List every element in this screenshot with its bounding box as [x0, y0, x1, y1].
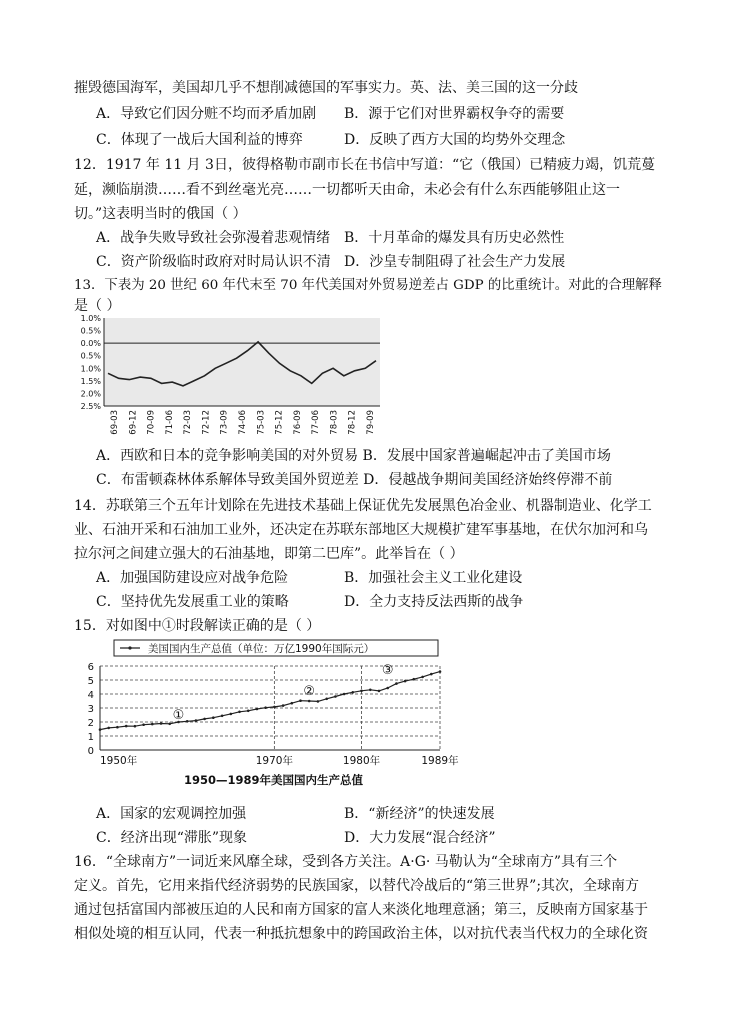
x-tick-label: 75-03 — [256, 410, 267, 435]
data-point — [238, 711, 241, 714]
y-tick-label: 1.5% — [80, 376, 101, 386]
q13-option-ab: A．西欧和日本的竞争影响美国的对外贸易 B．发展中国家普遍崛起冲击了美国市场 — [96, 448, 611, 464]
x-tick-label: 1989年 — [421, 755, 459, 767]
y-tick-label: 6 — [87, 662, 94, 673]
q11-option-a: A．导致它们因分赃不均而矛盾加剧 — [96, 106, 317, 122]
q12-option-b: B．十月革命的爆发具有历史必然性 — [344, 230, 565, 246]
data-point — [134, 725, 137, 728]
y-tick-label: 0 — [87, 746, 94, 757]
trade-deficit-chart — [74, 314, 384, 442]
x-tick-label: 69-03 — [110, 410, 120, 435]
q12-stem: 切。”这表明当时的俄国（ ） — [74, 206, 247, 222]
data-point — [160, 722, 163, 725]
q15-option-c: C．经济出现“滞胀”现象 — [96, 830, 248, 846]
data-point — [247, 710, 250, 713]
x-tick-label: 78-12 — [347, 410, 358, 435]
period-marker: ③ — [381, 663, 394, 679]
data-point — [352, 691, 355, 694]
y-tick-label: 1 — [87, 732, 94, 743]
legend-marker-icon — [128, 646, 131, 649]
q11-option-b: B．源于它们对世界霸权争夺的需要 — [344, 106, 565, 122]
q14-stem: 业、石油开采和石油加工业外，还决定在苏联东部地区大规模扩建军事基地，在伏尔加河和乌 — [74, 522, 648, 538]
q15-option-b: B．“新经济”的快速发展 — [344, 806, 495, 822]
data-point — [291, 702, 294, 705]
x-tick-label: 1970年 — [255, 755, 293, 767]
q12-option-c: C．资产阶级临时政府对时局认识不清 — [96, 254, 331, 270]
y-tick-label: 2 — [87, 718, 94, 729]
data-point — [282, 704, 285, 707]
x-tick-label: 70-09 — [146, 410, 157, 435]
data-point — [107, 727, 110, 730]
data-point — [195, 719, 198, 722]
y-tick-label: 1.0% — [80, 364, 101, 374]
q14-stem: 拉尔河之间建立强大的石油基地，即第二巴库”。此举旨在（ ） — [74, 546, 464, 562]
x-tick-label: 76-09 — [292, 410, 303, 435]
q12-option-d: D．沙皇专制阻碍了社会生产力发展 — [344, 254, 566, 270]
y-tick-label: 2.0% — [80, 389, 101, 399]
chart-caption: 1950—1989年美国国内生产总值 — [184, 773, 364, 787]
x-tick-label: 72-12 — [201, 410, 212, 435]
y-tick-label: 5 — [87, 676, 94, 687]
data-point — [325, 698, 328, 701]
period-marker: ① — [172, 708, 185, 723]
q14-option-c: C．坚持优先发展重工业的策略 — [96, 594, 289, 610]
data-point — [334, 695, 337, 698]
data-point — [404, 680, 407, 683]
data-point — [395, 682, 398, 685]
data-point — [413, 678, 416, 681]
data-point — [439, 670, 442, 673]
y-tick-label: 3 — [87, 704, 94, 715]
x-tick-label: 69-12 — [128, 410, 139, 435]
q16-stem: 通过包括富国内部被压迫的人民和南方国家的富人来淡化地理意涵；第三，反映南方国家基于 — [74, 902, 648, 918]
x-tick-label: 79-09 — [366, 410, 376, 435]
text-line: 摧毁德国海军，美国却几乎不想削减德国的军事实力。英、法、美三国的这一分歧 — [74, 80, 578, 96]
q15-option-a: A．国家的宏观调控加强 — [96, 806, 247, 822]
data-point — [168, 723, 171, 726]
x-tick-label: 78-03 — [329, 410, 340, 435]
y-tick-label: 4 — [87, 690, 94, 701]
y-tick-label: 0.5% — [80, 351, 101, 361]
data-point — [221, 715, 224, 718]
data-point — [430, 673, 433, 676]
data-point — [378, 690, 381, 693]
data-point — [299, 699, 302, 702]
x-tick-label: 72-03 — [183, 410, 194, 435]
q14-stem: 14．苏联第三个五年计划除在先进技术基础上保证优先发展黑色冶金业、机器制造业、化学工 — [74, 498, 652, 514]
data-point — [212, 716, 215, 719]
x-tick-label: 1980年 — [342, 755, 381, 767]
q11-option-d: D．反映了西方大国的均势外交理念 — [344, 132, 566, 148]
q13-stem: 是（ ） — [74, 298, 121, 314]
q16-stem: 相似处境的相互认同，代表一种抵抗想象中的跨国政治主体，以对抗代表当代权力的全球化资 — [74, 926, 648, 942]
q13-stem: 13．下表为 20 世纪 60 年代末至 70 年代美国对外贸易逆差占 GDP 的比重统计。对此的合理解释 — [74, 278, 662, 293]
q12-stem: 12．1917 年 11 月 3日，彼得格勒市副市长在书信中写道：“它（俄国）已精疲力竭，饥荒蔓 — [74, 157, 656, 173]
y-tick-label: 0.5% — [80, 326, 101, 336]
data-point — [386, 687, 389, 690]
q16-stem: 16．“全球南方”一词近来风靡全球，受到各方关注。A·G· 马勒认为“全球南方”具有三个 — [74, 854, 618, 870]
data-point — [125, 725, 128, 728]
data-point — [308, 700, 311, 703]
data-point — [186, 720, 189, 723]
legend-label: 美国国内生产总值（单位：万亿1990年国际元） — [148, 643, 375, 655]
data-point — [273, 706, 276, 709]
q11-option-c: C．体现了一战后大国利益的博弈 — [96, 132, 303, 148]
x-tick-label: 74-06 — [238, 410, 248, 435]
y-tick-label: 1.0% — [80, 314, 101, 323]
data-point — [99, 728, 102, 731]
q14-option-b: B．加强社会主义工业化建设 — [344, 570, 523, 586]
x-tick-label: 73-09 — [219, 410, 230, 435]
data-point — [230, 713, 233, 716]
data-point — [343, 693, 346, 696]
q14-option-d: D．全力支持反法西斯的战争 — [344, 594, 524, 610]
q12-stem: 延，濒临崩溃……看不到丝毫光亮……一切都听天由命，未必会有什么东西能够阻止这一 — [74, 182, 620, 198]
data-point — [151, 723, 154, 726]
data-point — [256, 708, 259, 711]
q13-option-cd: C．布雷顿森林体系解体导致美国外贸逆差 D．侵越战争期间美国经济始终停滞不前 — [96, 472, 613, 488]
data-point — [360, 690, 363, 693]
us-gdp-chart — [74, 638, 459, 788]
y-tick-label: 0.0% — [80, 339, 101, 349]
x-tick-label: 75-12 — [274, 410, 285, 435]
x-tick-label: 71-06 — [164, 410, 175, 435]
y-tick-label: 2.5% — [80, 402, 101, 411]
q15-stem: 15．对如图中①时段解读正确的是（ ） — [74, 618, 321, 634]
plot-area — [104, 318, 380, 406]
data-point — [421, 676, 424, 679]
data-point — [116, 726, 119, 729]
x-tick-label: 77-06 — [311, 410, 322, 435]
q12-option-a: A．战争失败导致社会弥漫着悲观情绪 — [96, 230, 331, 246]
data-point — [317, 700, 320, 703]
data-point — [203, 718, 206, 721]
q16-stem: 定义。首先，它用来指代经济弱势的民族国家，以替代冷战后的“第三世界”;其次，全球南方 — [74, 878, 640, 894]
data-point — [142, 723, 145, 726]
x-tick-label: 1950年 — [100, 755, 138, 767]
period-marker: ② — [303, 684, 316, 700]
q14-option-a: A．加强国防建设应对战争危险 — [96, 570, 289, 586]
q15-option-d: D．大力发展“混合经济” — [344, 830, 496, 846]
data-point — [369, 689, 372, 692]
data-point — [264, 706, 267, 709]
